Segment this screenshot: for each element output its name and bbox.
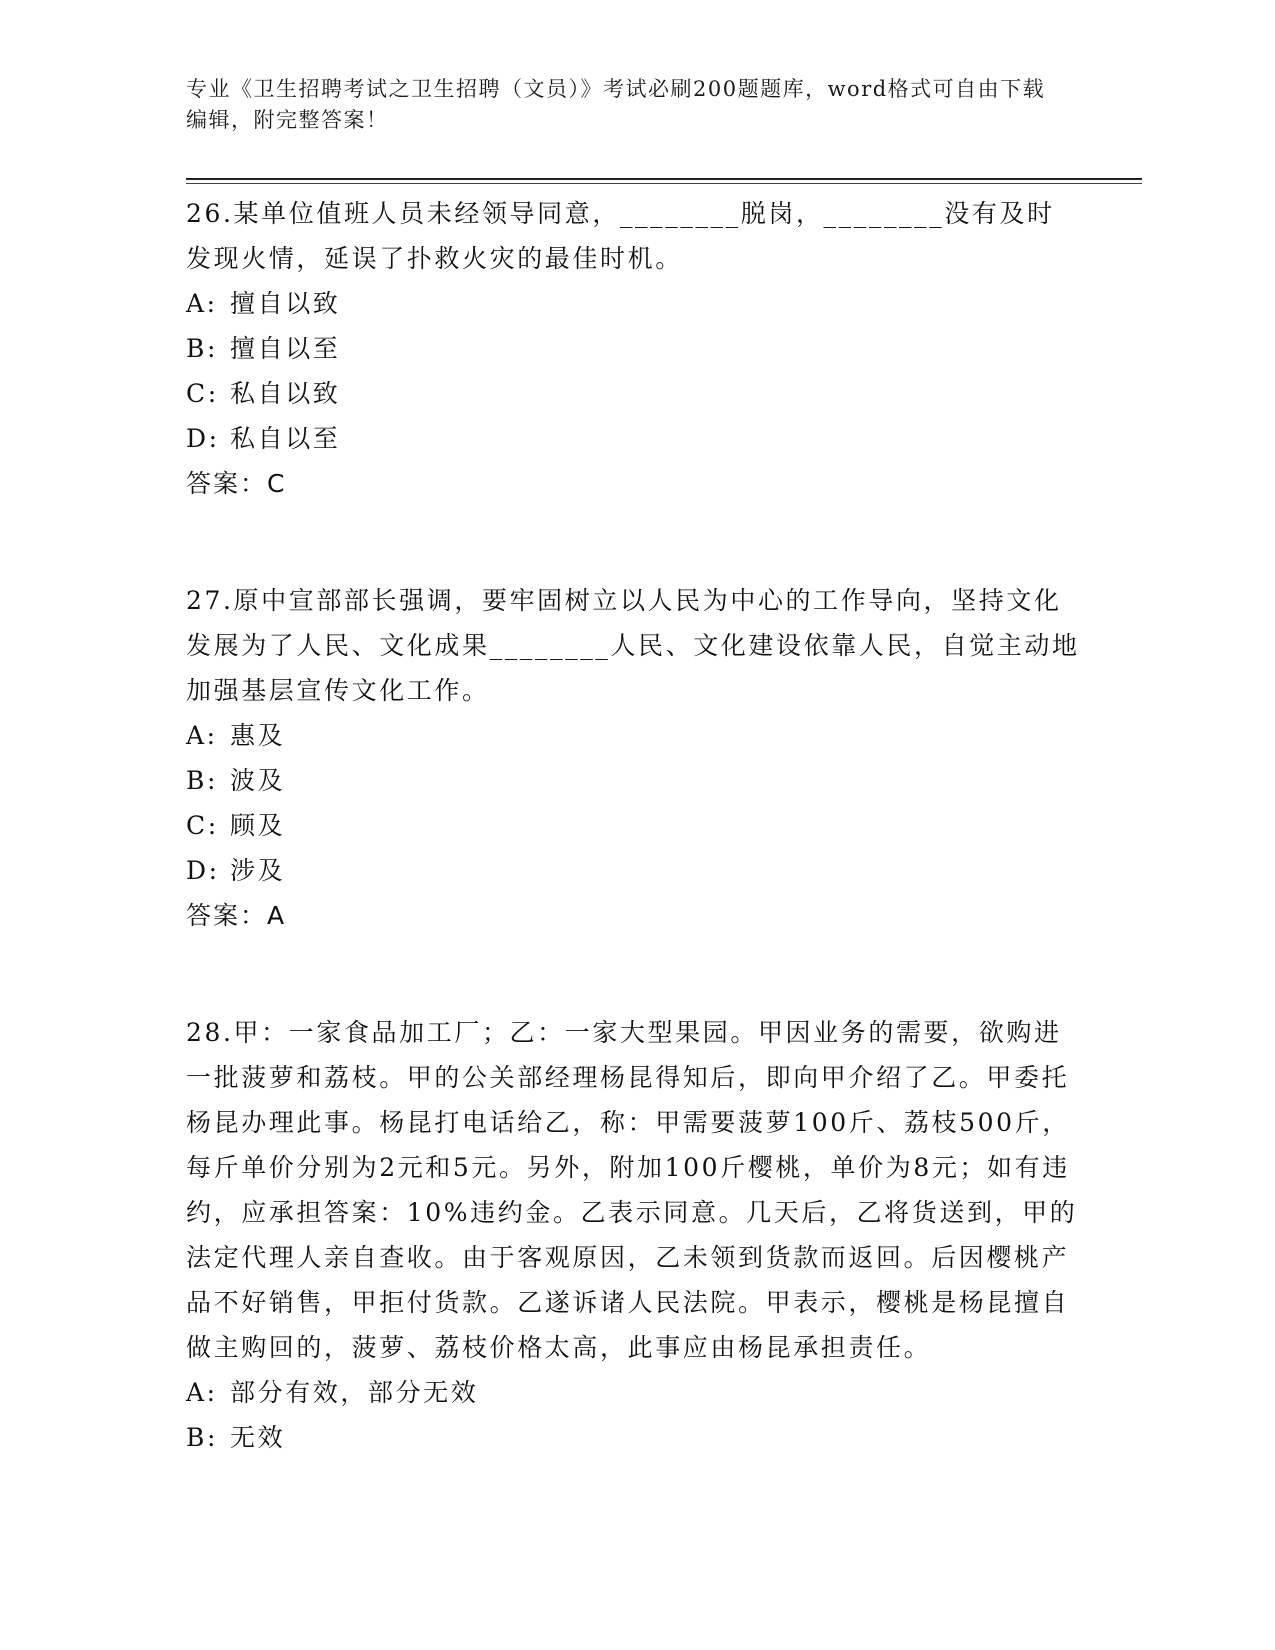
question-28 [186,1010,1081,1460]
option-c[interactable] [186,803,1081,848]
option-label: A: [186,1378,218,1407]
option-text: 无效 [230,1423,286,1452]
question-spacer [186,938,1081,1010]
question-stem: 28.甲：一家食品加工厂；乙：一家大型果园。甲因业务的需要，欲购进一批菠萝和荔枝。甲的公关部经理杨昆得知后，即向甲介绍了乙。甲委托杨昆办理此事。杨昆打电话给乙，称：甲需要菠萝100斤、荔枝500斤，每斤单价分别为2元和5元。另外，附加100斤樱桃，单价为8元；如有违约，应承担答案：10%违约金。乙表示同意。几天后，乙将货送到，甲的法定代理人亲自查收。由于客观原因，乙未领到货款而返回。后因樱桃产品不好销售，甲拒付货款。乙遂诉诸人民法院。甲表示，樱桃是杨昆擅自做主购回的，菠萝、荔枝价格太高，此事应由杨昆承担责任。 [186,1018,1078,1362]
option-text: 波及 [230,766,286,795]
option-text: 擅自以至 [230,334,341,363]
option-b[interactable] [186,1415,1081,1460]
option-text: 涉及 [230,856,286,885]
option-label: D: [186,856,220,885]
answer-line: 答案：C [186,469,287,498]
option-b[interactable] [186,758,1081,803]
option-d[interactable] [186,416,1081,461]
question-stem: 27.原中宣部部长强调，要牢固树立以人民为中心的工作导向，坚持文化发展为了人民、文化成果________人民、文化建设依靠人民，自觉主动地加强基层宣传文化工作。 [186,586,1080,705]
document-header: 专业《卫生招聘考试之卫生招聘（文员）》考试必刷200题题库，word格式可自由下载编辑，附完整答案！ [186,77,1046,132]
header-divider [186,178,1142,180]
question-spacer [186,506,1081,578]
option-d[interactable] [186,848,1081,893]
option-text: 私自以至 [230,424,341,453]
option-label: A: [186,721,218,750]
question-stem: 26.某单位值班人员未经领导同意，________脱岗，________没有及时发现火情，延误了扑救火灾的最佳时机。 [186,199,1055,273]
question-26 [186,191,1081,506]
option-text: 私自以致 [230,379,341,408]
option-label: D: [186,424,220,453]
option-label: B: [186,334,218,363]
option-text: 惠及 [230,721,286,750]
option-text: 部分有效，部分无效 [230,1378,479,1407]
option-a[interactable] [186,713,1081,758]
question-27 [186,578,1081,938]
option-label: B: [186,766,218,795]
option-b[interactable] [186,326,1081,371]
option-a[interactable] [186,1370,1081,1415]
option-label: C: [186,811,219,840]
option-text: 擅自以致 [230,289,341,318]
option-label: B: [186,1423,218,1452]
header-divider-thin [186,183,1142,184]
answer-line: 答案：A [186,901,287,930]
option-text: 顾及 [230,811,286,840]
option-label: A: [186,289,218,318]
question-list [186,191,1081,1460]
option-label: C: [186,379,219,408]
option-c[interactable] [186,371,1081,416]
option-a[interactable] [186,281,1081,326]
